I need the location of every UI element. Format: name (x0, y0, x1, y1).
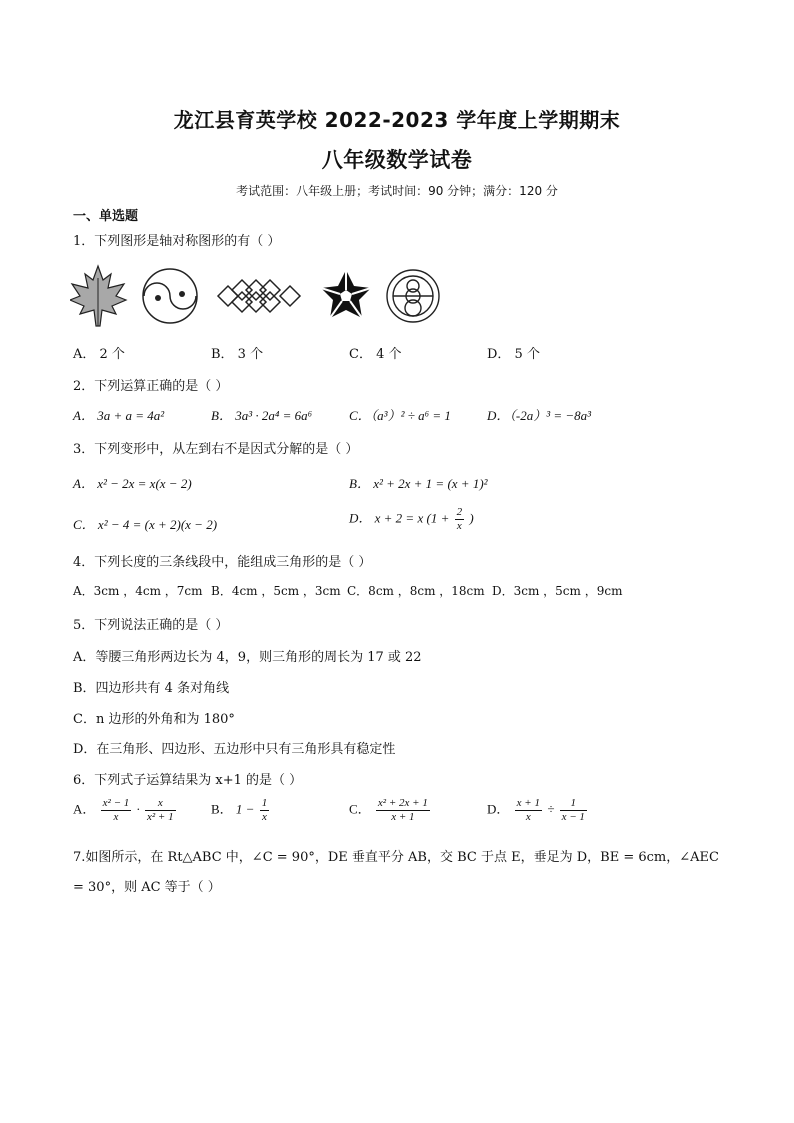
question-5-stem: 5．下列说法正确的是（ ） (73, 618, 229, 633)
q2-option-a[interactable]: A． 3a + a = 4a² (73, 408, 165, 423)
q6-d-label: D． (487, 801, 510, 817)
question-1-figures (70, 262, 450, 332)
question-4-stem: 4．下列长度的三条线段中，能组成三角形的是（ ） (73, 555, 372, 570)
q6-b-numerator: 1 (261, 797, 268, 809)
q2-option-c[interactable]: C．（a³）² ÷ a⁶ = 1 (349, 408, 451, 423)
question-6-stem: 6．下列式子运算结果为 x+1 的是（ ） (73, 773, 303, 788)
q6-b-denominator: x (262, 811, 267, 823)
q1-option-b[interactable]: B． 3 个 (211, 347, 264, 362)
nested-circles-icon (387, 270, 439, 322)
q3-d-paren-close: ) (469, 510, 474, 526)
q4-option-d[interactable]: D．3cm ，5cm ，9cm (492, 584, 623, 598)
q4-option-a[interactable]: A．3cm ，4cm ，7cm (73, 584, 203, 598)
q6-a-fraction-2 (145, 797, 176, 824)
q5-option-d[interactable]: D．在三角形、四边形、五边形中只有三角形具有稳定性 (73, 742, 396, 757)
q6-a-label: A． (73, 801, 96, 817)
q6-c-numerator: x² + 2x + 1 (377, 797, 428, 809)
q6-b-prefix: 1 − (235, 801, 255, 817)
q4-option-c[interactable]: C．8cm ，8cm ，18cm (347, 584, 485, 598)
q1-option-c[interactable]: C． 4 个 (349, 347, 402, 362)
q3-option-c[interactable]: C． x² − 4 = (x + 2)(x − 2) (73, 517, 218, 532)
q6-option-c[interactable] (349, 797, 432, 824)
q5-option-c[interactable]: C．n 边形的外角和为 180° (73, 712, 235, 727)
q1-option-a[interactable]: A． 2 个 (73, 347, 125, 362)
q6-option-a[interactable] (73, 797, 178, 824)
q6-d-denominator-2: x − 1 (561, 811, 585, 823)
q6-option-d[interactable] (487, 797, 589, 824)
question-7-stem: 7.如图所示，在 Rt△ABC 中，∠C = 90°，DE 垂直平分 AB，交 BC 于点 E，垂足为 D，BE = 6cm，∠AEC = 30°，则 AC 等于（ ） (73, 850, 719, 895)
q5-option-b[interactable]: B．四边形共有 4 条对角线 (73, 681, 230, 696)
q6-c-label: C． (349, 801, 371, 817)
question-1-stem: 1．下列图形是轴对称图形的有（ ） (73, 234, 281, 249)
q3-d-paren-open: (1 + (426, 510, 450, 526)
q3-d-numerator: 2 (456, 506, 463, 518)
exam-title: 龙江县育英学校 2022-2023 学年度上学期期末 (173, 108, 621, 132)
q3-option-a[interactable]: A． x² − 2x = x(x − 2) (73, 476, 192, 491)
q6-d-fraction-2 (560, 797, 587, 824)
q6-d-denominator-1: x (525, 811, 531, 823)
section-heading: 一、单选题 (73, 209, 139, 224)
q6-option-b[interactable] (211, 797, 271, 824)
q3-d-prefix: D． x + 2 = x (349, 510, 424, 526)
q3-option-b[interactable]: B． x² + 2x + 1 = (x + 1)² (349, 476, 488, 491)
q4-option-b[interactable]: B．4cm ，5cm ，3cm (211, 584, 341, 598)
q6-c-denominator: x + 1 (391, 811, 415, 823)
knot-pattern-icon (218, 280, 300, 312)
q6-b-label: B． (211, 801, 233, 817)
q6-a-denominator-1: x (113, 811, 119, 823)
q6-a-dot: · (136, 801, 140, 817)
q6-a-denominator-2: x² + 1 (147, 811, 174, 823)
q6-d-numerator-1: x + 1 (516, 797, 540, 809)
q3-option-d[interactable] (349, 506, 474, 533)
maple-leaf-icon (70, 266, 126, 326)
q6-d-operator: ÷ (547, 801, 555, 817)
question-3-stem: 3．下列变形中，从左到右不是因式分解的是（ ） (73, 442, 359, 457)
q1-option-d[interactable]: D． 5 个 (487, 347, 540, 362)
q6-d-numerator-2: 1 (560, 797, 587, 811)
q6-c-fraction (376, 797, 430, 824)
q6-a-fraction-1 (101, 797, 132, 824)
q6-a-numerator-1: x² − 1 (102, 797, 130, 809)
question-2-stem: 2．下列运算正确的是（ ） (73, 379, 229, 394)
q6-d-fraction-1 (515, 797, 542, 824)
exam-info: 考试范围：八年级上册；考试时间：90 分钟；满分：120 分 (236, 184, 558, 198)
q3-d-denominator: x (456, 520, 462, 532)
q2-option-d[interactable]: D．（-2a）³ = −8a³ (487, 408, 592, 423)
q6-a-numerator-2: x (145, 797, 176, 811)
q5-option-a[interactable]: A．等腰三角形两边长为 4，9，则三角形的周长为 17 或 22 (73, 650, 422, 665)
q2-option-b[interactable]: B． 3a³ · 2a⁴ = 6a⁶ (211, 408, 313, 423)
pentagon-star-icon (321, 270, 371, 318)
q6-b-fraction (260, 797, 270, 824)
exam-subtitle: 八年级数学试卷 (321, 148, 473, 172)
yin-yang-icon (143, 269, 197, 323)
q3-d-fraction (455, 506, 465, 533)
